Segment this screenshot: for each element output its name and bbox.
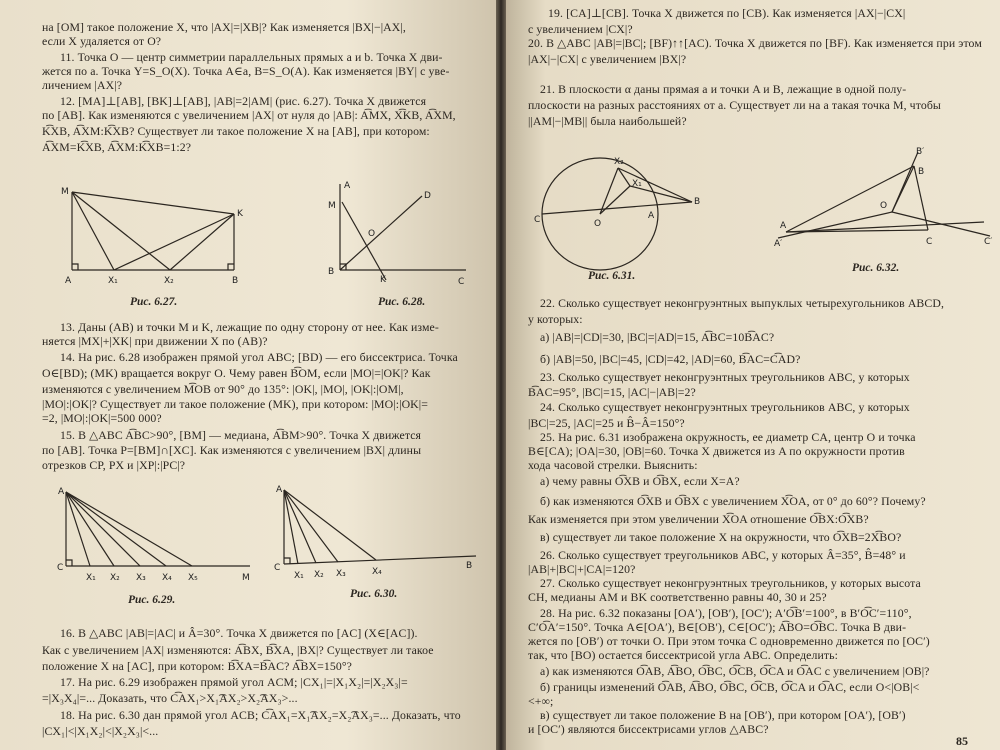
label-O: O — [880, 201, 888, 211]
label-D: D — [424, 191, 431, 201]
label-X1: X₁ — [632, 179, 642, 189]
text-line: CH, медианы AM и BK соответственно равны 40, 30 и 25? — [528, 590, 827, 604]
text-line: а) как изменяются O͡AB, A͡BO, O͡BC, O͡CB, O͡CA и O͡AC с увеличением |OB|? — [540, 664, 930, 678]
text-line: |BC|=25, |AC|=25 и B̂−Â=150°? — [528, 416, 685, 430]
text-line: а) |AB|=|CD|=30, |BC|=|AD|=15, A͡BC=10B͡AC? — [540, 330, 775, 344]
label-M: M — [242, 573, 250, 583]
label-B: B — [694, 197, 701, 207]
label-A: A — [344, 181, 351, 191]
label-A: A — [780, 221, 787, 231]
label-O: O — [594, 219, 602, 229]
figure-6-30 — [272, 484, 488, 588]
text-line: на [OM] такое положение X, что |AX|=|XB|? Как изменяется |BX|−|AX|, — [42, 20, 406, 34]
text-line: жется по a. Точка Y=S_O(X). Точка A∈a, B=S_O(A). Как изменяется |BY| с уве- — [42, 64, 450, 78]
label-X3: X₃ — [336, 569, 346, 579]
text-line: 25. На рис. 6.31 изображена окружность, ее диаметр CA, центр O и точка — [540, 430, 916, 444]
text-line: 24. Сколько существует неконгруэнтных треугольников ABC, у которых — [540, 400, 910, 414]
text-line: 26. Сколько существует треугольников ABC, у которых Â=35°, B̂=48° и — [540, 548, 906, 562]
text-line: Как изменяется при этом увеличении X͡OA отношение O͡BX:O͡XB? — [528, 512, 869, 526]
text-line: A͡XM=K͡XB, A͡XM:K͡XB=1:2? — [42, 140, 192, 154]
label-M: M — [61, 187, 69, 197]
label-A: A — [65, 276, 72, 286]
label-K: K — [237, 209, 243, 219]
label-X1: X₁ — [86, 573, 96, 583]
text-line: |MO|:|OK|? Существует ли такое положение (MK), при котором: |MO|:|OK|= — [42, 397, 429, 411]
text-line: B͡AC=95°, |BC|=15, |AC|−|AB|=2? — [528, 385, 696, 399]
text-line: |CX₁|<|X₁X₂|<|X₂X₃|<... — [42, 724, 159, 738]
text-line: так, что [BO) остается биссектрисой угла ABC. Определить: — [528, 648, 839, 662]
label-X5: X₅ — [188, 573, 198, 583]
figure-6-27 — [58, 180, 248, 290]
figure-6-31 — [534, 146, 734, 276]
label-X4: X₄ — [372, 567, 382, 577]
text-line: 27. Сколько существует неконгруэнтных треугольников, у которых высота — [540, 576, 921, 590]
label-C: C — [458, 277, 465, 287]
label-B: B — [232, 276, 239, 286]
text-line: 17. На рис. 6.29 изображен прямой угол ACM; |CX₁|=|X₁X₂|=|X₂X₃|= — [60, 675, 408, 689]
text-line: если X удаляется от O? — [42, 34, 162, 48]
text-line: |AB|+|BC|+|CA|=120? — [528, 562, 636, 576]
text-line: B∈[CA); |OA|=30, |OB|=60. Точка X движется из A по окружности против — [528, 444, 905, 458]
text-line: б) границы изменений O͡AB, A͡BO, O͡BC, O͡CB, O͡CA и O͡AC, если O<|OB|< — [540, 680, 920, 694]
text-line: а) чему равны O͡XB и O͡BX, если X=A? — [540, 474, 740, 488]
caption-6-29: Рис. 6.29. — [128, 594, 176, 606]
text-line: C′O͡A′=150°. Точка A∈[OA′), B∈[OB′), C∈[OC′); A͡BO=O͡BC. Точка B дви- — [528, 620, 907, 634]
text-line: няется |MX|+|XK| при движении X по (AB)? — [42, 334, 268, 348]
right-page — [506, 0, 1000, 750]
text-line: |AX|−|CX| с увеличением |BX|? — [528, 52, 687, 66]
text-line: 28. На рис. 6.32 показаны [OA′), [OB′), [OC′); A′O͡B′=100°, в B′O͡C′=110°, — [540, 606, 912, 620]
label-A: A — [58, 487, 65, 497]
text-line: изменяются с увеличением M͡OB от 90° до 135°: |OK|, |MO|, |OK|:|OM|, — [42, 382, 404, 396]
label-O: O — [368, 229, 376, 239]
label-B: B — [466, 561, 473, 571]
caption-6-28: Рис. 6.28. — [378, 296, 426, 308]
text-line: б) |AB|=50, |BC|=45, |CD|=42, |AD|=60, B͡AC=C͡AD? — [540, 352, 801, 366]
label-Cprime: C′ — [984, 237, 993, 247]
text-line: жется по [OB′) от точки O. При этом точка C одновременно движется по [OC′) — [528, 634, 930, 648]
text-line: 14. На рис. 6.28 изображен прямой угол ABC; [BD) — его биссектриса. Точка — [60, 350, 458, 364]
label-X1: X₁ — [294, 571, 304, 581]
label-A: A — [276, 485, 283, 495]
text-line: ||AM|−|MB|| была наибольшей? — [528, 114, 687, 128]
label-K: K — [380, 275, 386, 285]
text-line: и [OC′) являются биссектрисами углов △ABC? — [528, 722, 769, 736]
label-X4: X₄ — [162, 573, 172, 583]
text-line: 12. [MA]⊥[AB], [BK]⊥[AB], |AB|=2|AM| (рис. 6.27). Точка X движется — [60, 94, 427, 108]
text-line: в) существует ли такое положение B на [OB′), при котором [OA′), [OB′) — [540, 708, 906, 722]
caption-6-27: Рис. 6.27. — [130, 296, 178, 308]
label-X1: X₁ — [108, 276, 118, 286]
text-line: 11. Точка O — центр симметрии параллельных прямых a и b. Точка X дви- — [60, 50, 443, 64]
text-line: 13. Даны (AB) и точки M и K, лежащие по одну сторону от нее. Как изме- — [60, 320, 439, 334]
label-X2: X₂ — [314, 570, 324, 580]
label-B: B — [328, 267, 335, 277]
caption-6-31: Рис. 6.31. — [588, 270, 636, 282]
text-line: K͡XB, A͡XM:K͡XB? Существует ли такое положение X на [AB], при котором: — [42, 124, 430, 138]
label-M: M — [328, 201, 336, 211]
text-line: 18. На рис. 6.30 дан прямой угол ACB; C͡AX₁=X₁͡AX₂=X₂͡AX₃=... Доказать, что — [60, 708, 461, 722]
text-line: 22. Сколько существует неконгруэнтных выпуклых четырехугольников ABCD, — [540, 296, 945, 310]
text-line: O∈[BD); (MK) вращается вокруг O. Чему равен B͡OM, если |MO|=|OK|? Как — [42, 366, 431, 380]
label-A: A — [648, 211, 655, 221]
label-X2: X₂ — [110, 573, 120, 583]
text-line: 20. В △ABC |AB|=|BC|; [BF)↑↑[AC). Точка X движется по [BF). Как изменяется при этом — [528, 36, 982, 50]
book-gutter — [496, 0, 506, 750]
text-line: по [AB]. Как изменяются с увеличением |AX| от нуля до |AB|: A͡MX, X͡KB, A͡XM, — [42, 108, 456, 122]
text-line: положение X на [AC], при котором: B͡XA=B͡AC? A͡BX=150°? — [42, 659, 352, 673]
figure-6-32 — [762, 146, 998, 256]
text-line: личением |AX|? — [42, 78, 123, 92]
text-line: =2, |MO|:|OK|=500 000? — [42, 411, 162, 425]
text-line: отрезков CP, PX и |XP|:|PC|? — [42, 458, 186, 472]
text-line: 16. В △ABC |AB|=|AC| и Â=30°. Точка X движется по [AC] (X∈[AC]). — [60, 626, 418, 640]
text-line: по [AB]. Точка P=[BM]∩[XC]. Как изменяются с увеличением |BX| длины — [42, 443, 422, 457]
text-line: в) существует ли такое положение X на окружности, что O͡XB=2X͡BO? — [540, 530, 902, 544]
label-Aprime: A′ — [774, 239, 783, 249]
text-line: у которых: — [528, 312, 583, 326]
text-line: б) как изменяются O͡XB и O͡BX с увеличением X͡OA, от 0° до 60°? Почему? — [540, 494, 926, 508]
text-line: Как с увеличением |AX| изменяются: A͡BX, B͡XA, |BX|? Существует ли такое — [42, 643, 434, 657]
label-X2: X₂ — [614, 157, 624, 167]
label-C: C — [534, 215, 541, 225]
text-line: с увеличением |CX|? — [528, 22, 633, 36]
text-line: 19. [CA]⊥[CB]. Точка X движется по [CB). Как изменяется |AX|−|CX| — [548, 6, 906, 20]
label-C: C — [274, 563, 281, 573]
label-X3: X₃ — [136, 573, 146, 583]
label-Bprime: B′ — [916, 147, 925, 157]
text-line: плоскости на разных расстояниях от a. Существует ли на a такая точка M, чтобы — [528, 98, 941, 112]
text-line: <+∞; — [528, 694, 554, 708]
text-line: 15. В △ABC A͡BC>90°, [BM] — медиана, A͡BM>90°. Точка X движется — [60, 428, 422, 442]
label-C: C — [57, 563, 64, 573]
figure-6-28 — [318, 176, 478, 294]
text-line: =|X₃X₄|=... Доказать, что C͡AX₁>X₁͡AX₂>X₂͡AX₃>... — [42, 691, 298, 705]
caption-6-30: Рис. 6.30. — [350, 588, 398, 600]
caption-6-32: Рис. 6.32. — [852, 262, 900, 274]
left-page — [0, 0, 496, 750]
label-B: B — [918, 167, 925, 177]
page-number: 85 — [956, 734, 968, 748]
figure-6-29 — [54, 484, 260, 588]
label-X2: X₂ — [164, 276, 174, 286]
label-C: C — [926, 237, 933, 247]
text-line: 23. Сколько существует неконгруэнтных треугольников ABC, у которых — [540, 370, 910, 384]
text-line: 21. В плоскости α даны прямая a и точки A и B, лежащие в одной полу- — [540, 82, 907, 96]
text-line: хода часовой стрелки. Выяснить: — [528, 458, 698, 472]
